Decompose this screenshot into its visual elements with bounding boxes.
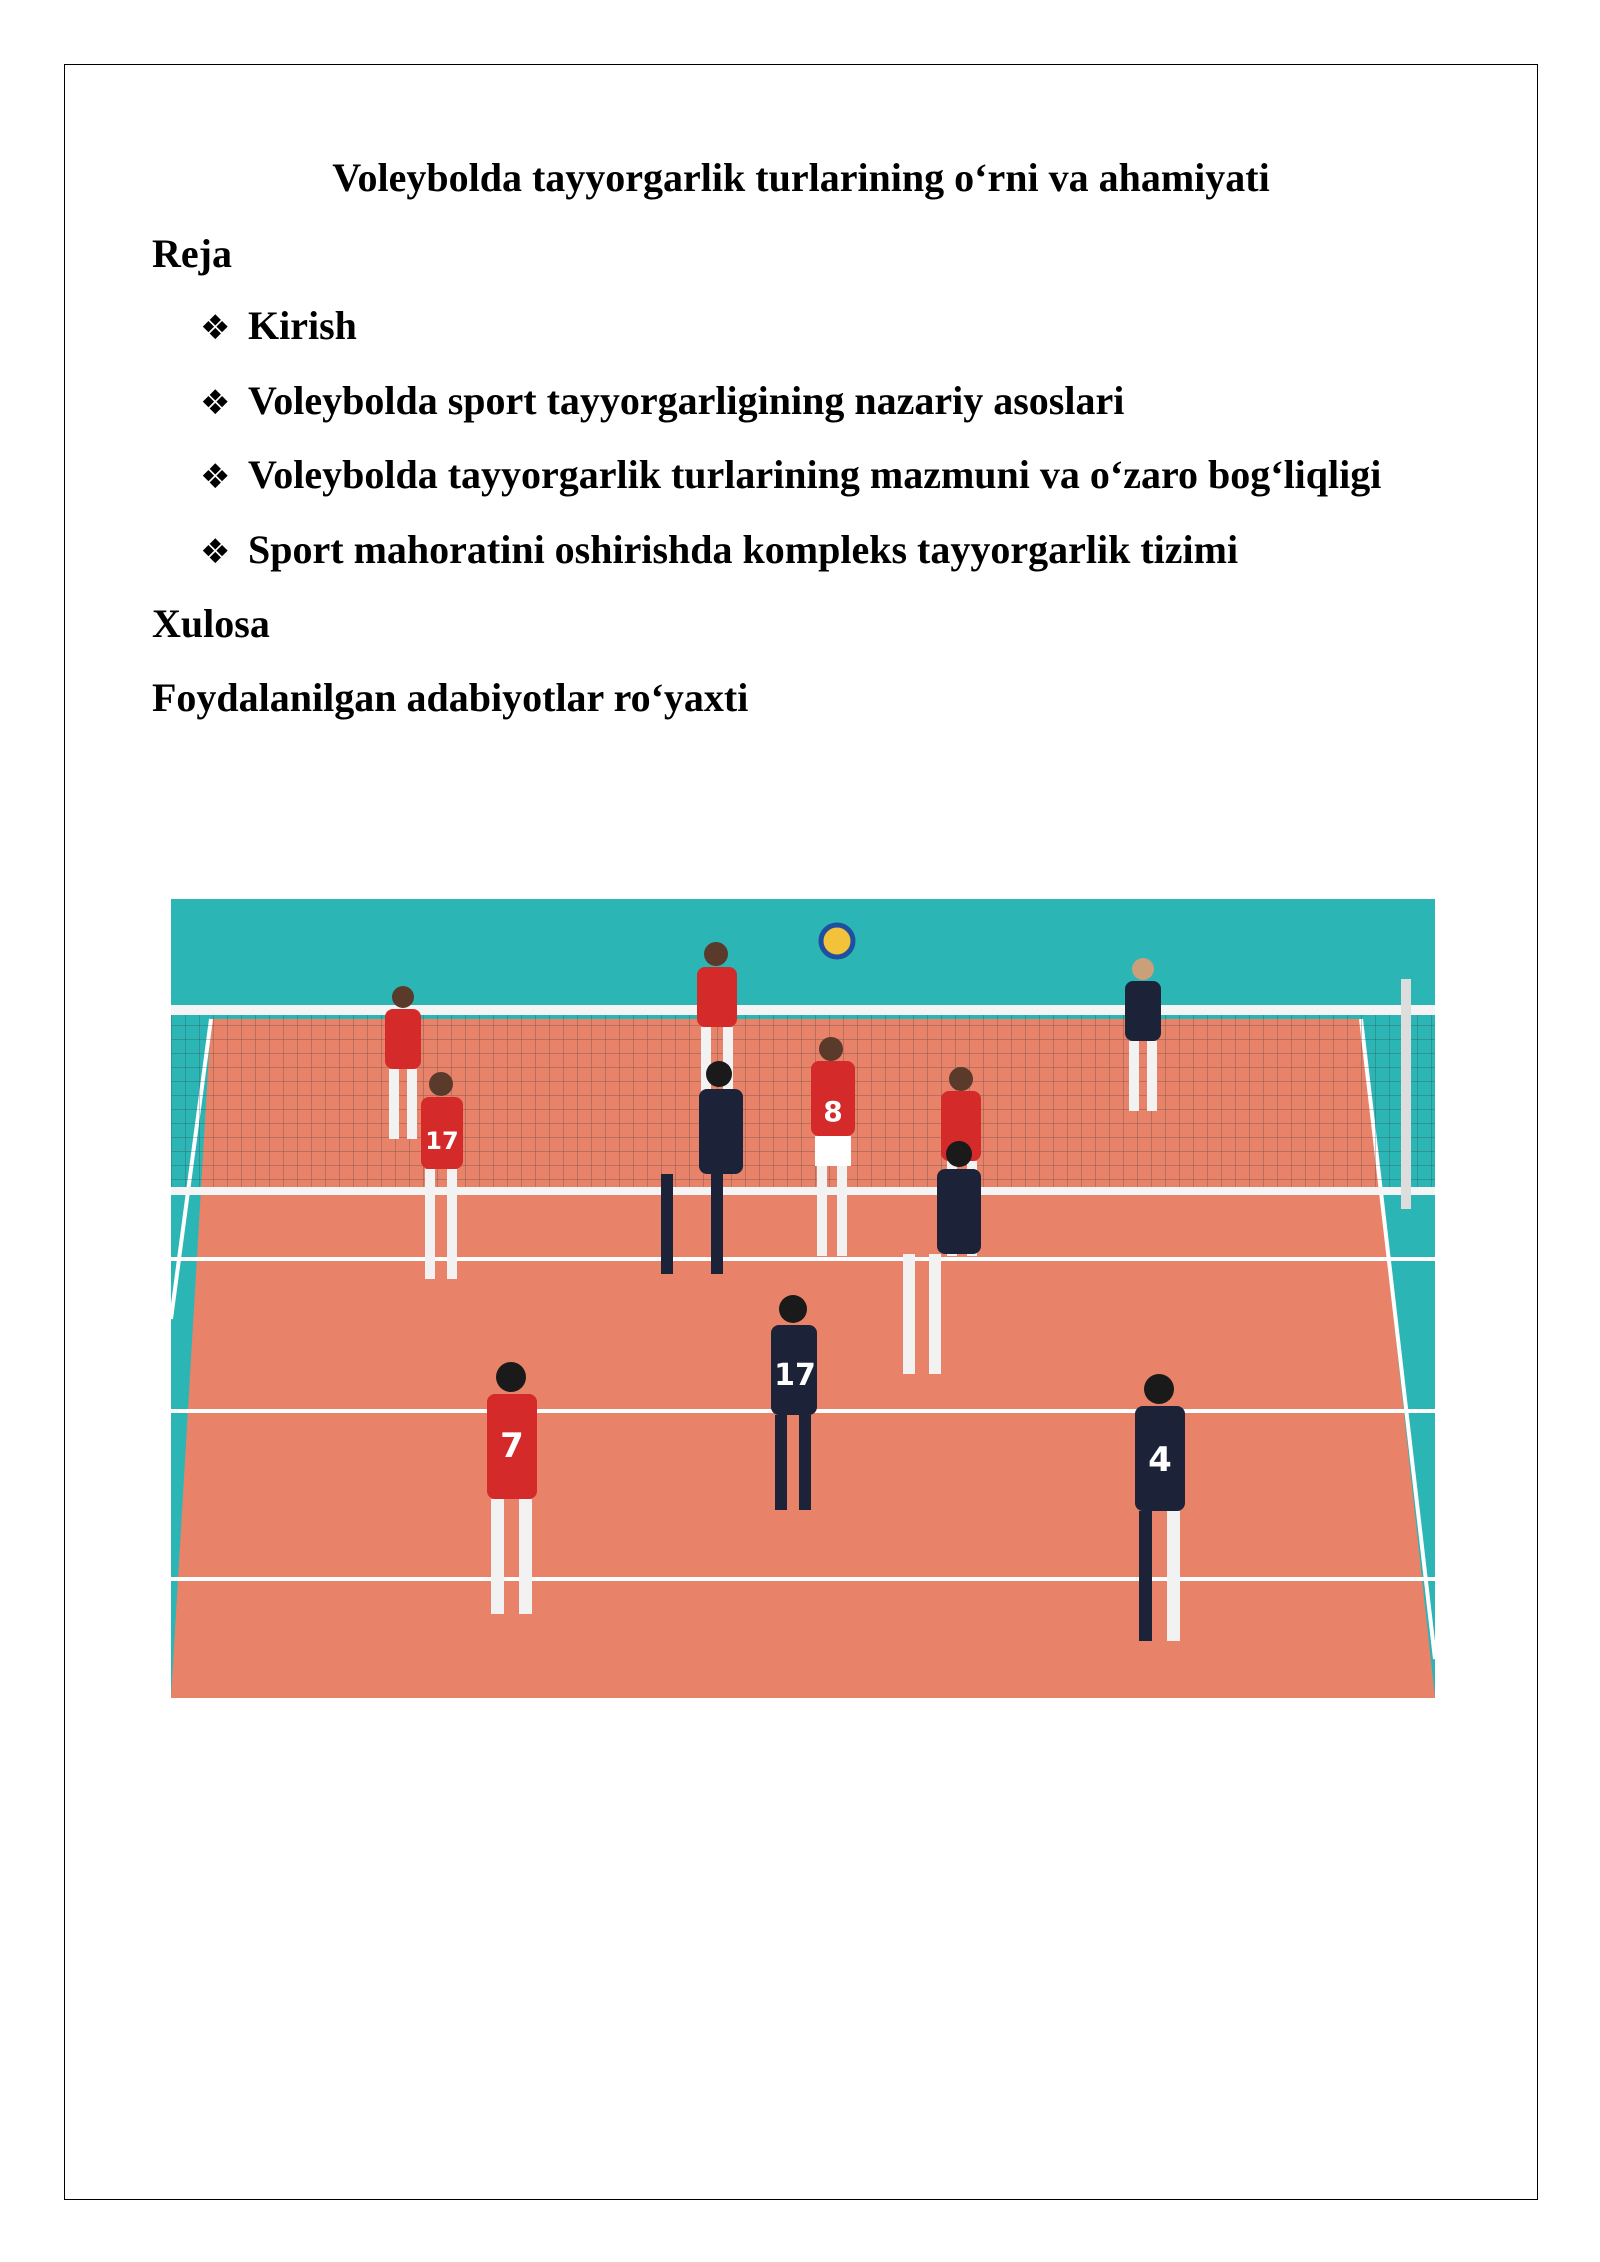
jersey-number: 8 [823, 1095, 843, 1128]
jersey-number: 4 [1148, 1440, 1172, 1480]
diamond-cluster-icon: ❖ [200, 457, 231, 497]
jersey-number: 7 [500, 1426, 524, 1466]
volleyball-net [171, 979, 1435, 1209]
jersey-number: 17 [425, 1127, 459, 1155]
plan-item [200, 373, 1381, 448]
references-heading: Foydalanilgan adabiyotlar ro‘yaxti [152, 675, 749, 720]
diamond-cluster-icon: ❖ [200, 382, 231, 423]
plan-heading: Reja [152, 231, 232, 276]
plan-list [200, 298, 1381, 596]
volleyball-ball [821, 925, 853, 957]
plan-item-label: Sport mahoratini oshirishda kompleks tayyorgarlik tizimi [248, 526, 1239, 572]
plan-item [200, 298, 1381, 373]
plan-item [200, 447, 1381, 522]
volleyball-scene [171, 899, 1435, 1698]
diamond-cluster-icon: ❖ [200, 308, 231, 348]
jersey-number: 17 [774, 1358, 816, 1393]
plan-item-label: Voleybolda sport tayyorgarligining nazariy asoslari [248, 377, 1125, 423]
plan-item-label: Voleybolda tayyorgarlik turlarining mazmuni va o‘zaro bog‘liqligi [248, 452, 1382, 497]
diamond-cluster-icon: ❖ [200, 531, 231, 572]
plan-item [200, 522, 1381, 597]
plan-item-label: Kirish [248, 303, 357, 348]
volleyball-match-photo [171, 899, 1435, 1698]
conclusion-heading: Xulosa [152, 601, 270, 646]
document-title: Voleybolda tayyorgarlik turlarining o‘rni va ahamiyati [332, 155, 1270, 200]
